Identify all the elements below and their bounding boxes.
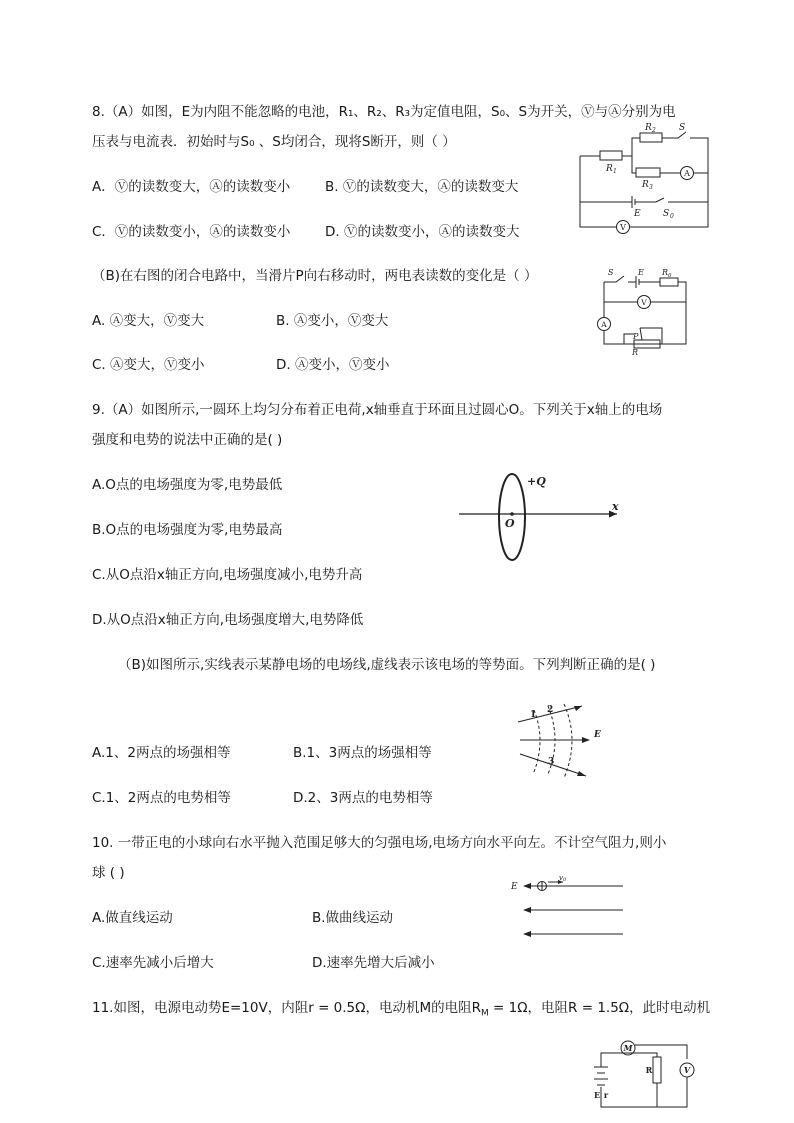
q8b-circuit-figure: [590, 266, 695, 356]
q10-field-figure: [505, 870, 630, 945]
q9b-field-figure: [510, 700, 620, 780]
q10-option-a: A.做直线运动: [92, 910, 173, 926]
fig2-r-label: R: [632, 348, 639, 356]
q8a-option-d: D. Ⓥ的读数变小，Ⓐ的读数变大: [325, 224, 520, 240]
q8b-option-a: A. Ⓐ变大，Ⓥ变大: [92, 313, 205, 329]
fig2-ammeter-label: A: [601, 320, 607, 329]
q8b-stem-line1: （B)在右图的闭合电路中，当滑片P向右移动时，两电表读数的变化是（ ）: [92, 268, 538, 284]
fig1-e-label: E: [634, 209, 641, 219]
q8a-stem-line2: 压表与电流表．初始时与S₀ 、S均闭合，现将S断开，则（ ）: [92, 134, 456, 150]
fig2-voltmeter-label: V: [641, 298, 647, 307]
q10-stem-line2: 球 ( ): [92, 865, 125, 881]
q10-option-c: C.速率先减小后增大: [92, 955, 214, 971]
fig3-charge-label: +Q: [527, 475, 546, 488]
fig6-voltmeter-label: V: [683, 1065, 691, 1075]
q9a-stem-line2: 强度和电势的说法中正确的是( ): [92, 432, 283, 448]
q11-stem-text: 11.如图，电源电动势E=10V，内阻r = 0.5Ω，电动机M的电阻R: [92, 1000, 481, 1016]
q11-circuit-figure: [585, 1035, 700, 1115]
fig1-s-label: S: [679, 123, 686, 133]
q9a-ring-figure: [455, 468, 630, 588]
q8b-option-c: C. Ⓐ变大，Ⓥ变小: [92, 357, 205, 373]
q10-stem-line1: 10. 一带正电的小球向右水平抛入范围足够大的匀强电场,电场方向水平向左。不计空气阻力,则小: [92, 835, 667, 851]
fig2-s-label: S: [608, 268, 614, 277]
fig2-r0-label: R: [662, 268, 669, 277]
q9a-option-c: C.从O点沿x轴正方向,电场强度减小,电势升高: [92, 567, 363, 583]
q9a-stem-line1: 9.（A）如图所示,一圆环上均匀分布着正电荷,x轴垂直于环面且过圆心O。下列关于x轴上的电场: [92, 402, 663, 418]
fig5-v0-sub: 0: [563, 877, 567, 883]
fig3-x-axis-label: x: [612, 500, 619, 513]
fig1-r1-sub: 1: [613, 168, 617, 175]
fig1-r2-label: R: [645, 123, 652, 133]
q9b-stem-line1: （B)如图所示,实线表示某静电场的电场线,虚线表示该电场的等势面。下列判断正确的是( ): [118, 657, 656, 673]
fig5-v0-label: v: [559, 874, 563, 882]
q10-option-d: D.速率先增大后减小: [312, 955, 435, 971]
fig1-voltmeter-label: V: [620, 223, 626, 232]
q9a-option-b: B.O点的电场强度为零,电势最高: [92, 522, 283, 538]
q9b-option-c: C.1、2两点的电势相等: [92, 790, 231, 806]
q8a-option-b: B. Ⓥ的读数变大，Ⓐ的读数变大: [325, 179, 519, 195]
fig5-e-label: E: [511, 882, 518, 892]
fig1-r1-label: R: [606, 164, 613, 174]
fig4-point-3: 3: [548, 757, 555, 767]
fig1-ammeter-label: A: [684, 169, 690, 178]
fig2-p-label: P: [633, 332, 639, 341]
fig6-e-label: E: [593, 1090, 601, 1100]
q8a-option-c: C．Ⓥ的读数变小，Ⓐ的读数变小: [92, 224, 291, 240]
q8b-option-d: D. Ⓐ变小，Ⓥ变小: [276, 357, 390, 373]
q8a-option-a: A．Ⓥ的读数变大，Ⓐ的读数变小: [92, 179, 291, 195]
q10-option-b: B.做曲线运动: [312, 910, 394, 926]
fig1-s0-label: S: [663, 209, 670, 219]
fig4-e-label: E: [594, 730, 601, 740]
q11-stem-sub: M: [480, 1008, 489, 1019]
fig2-r0-sub: 0: [668, 273, 672, 279]
q11-stem-line1: [92, 999, 710, 1023]
fig1-r3-label: R: [642, 180, 649, 190]
fig1-r2-sub: 2: [652, 127, 656, 134]
fig3-origin-label: O: [505, 517, 515, 530]
fig4-point-1: 1: [530, 710, 537, 720]
fig1-r3-sub: 3: [649, 184, 653, 191]
q9b-option-a: A.1、2两点的场强相等: [92, 745, 231, 761]
q9a-option-a: A.O点的电场强度为零,电势最低: [92, 477, 283, 493]
q8a-stem-line1: 8.（A）如图，E为内阻不能忽略的电池，R₁、R₂、R₃为定值电阻，S₀、S为开关，Ⓥ与Ⓐ分别为电: [92, 104, 676, 120]
fig6-r-internal-label: r: [603, 1090, 609, 1100]
q9b-option-b: B.1、3两点的场强相等: [293, 745, 432, 761]
fig2-e-label: E: [638, 268, 644, 277]
fig4-point-2: 2: [547, 705, 554, 715]
q8a-circuit-figure: [560, 118, 720, 240]
fig1-s0-sub: 0: [670, 213, 674, 220]
q8b-option-b: B. Ⓐ变小，Ⓥ变大: [276, 313, 389, 329]
fig6-r-label: R: [645, 1065, 653, 1075]
q9b-option-d: D.2、3两点的电势相等: [293, 790, 433, 806]
fig6-motor-label: M: [623, 1043, 633, 1053]
q11-stem-rest: = 1Ω，电阻R = 1.5Ω，此时电动机: [488, 1000, 711, 1016]
q9a-option-d: D.从O点沿x轴正方向,电场强度增大,电势降低: [92, 612, 364, 628]
